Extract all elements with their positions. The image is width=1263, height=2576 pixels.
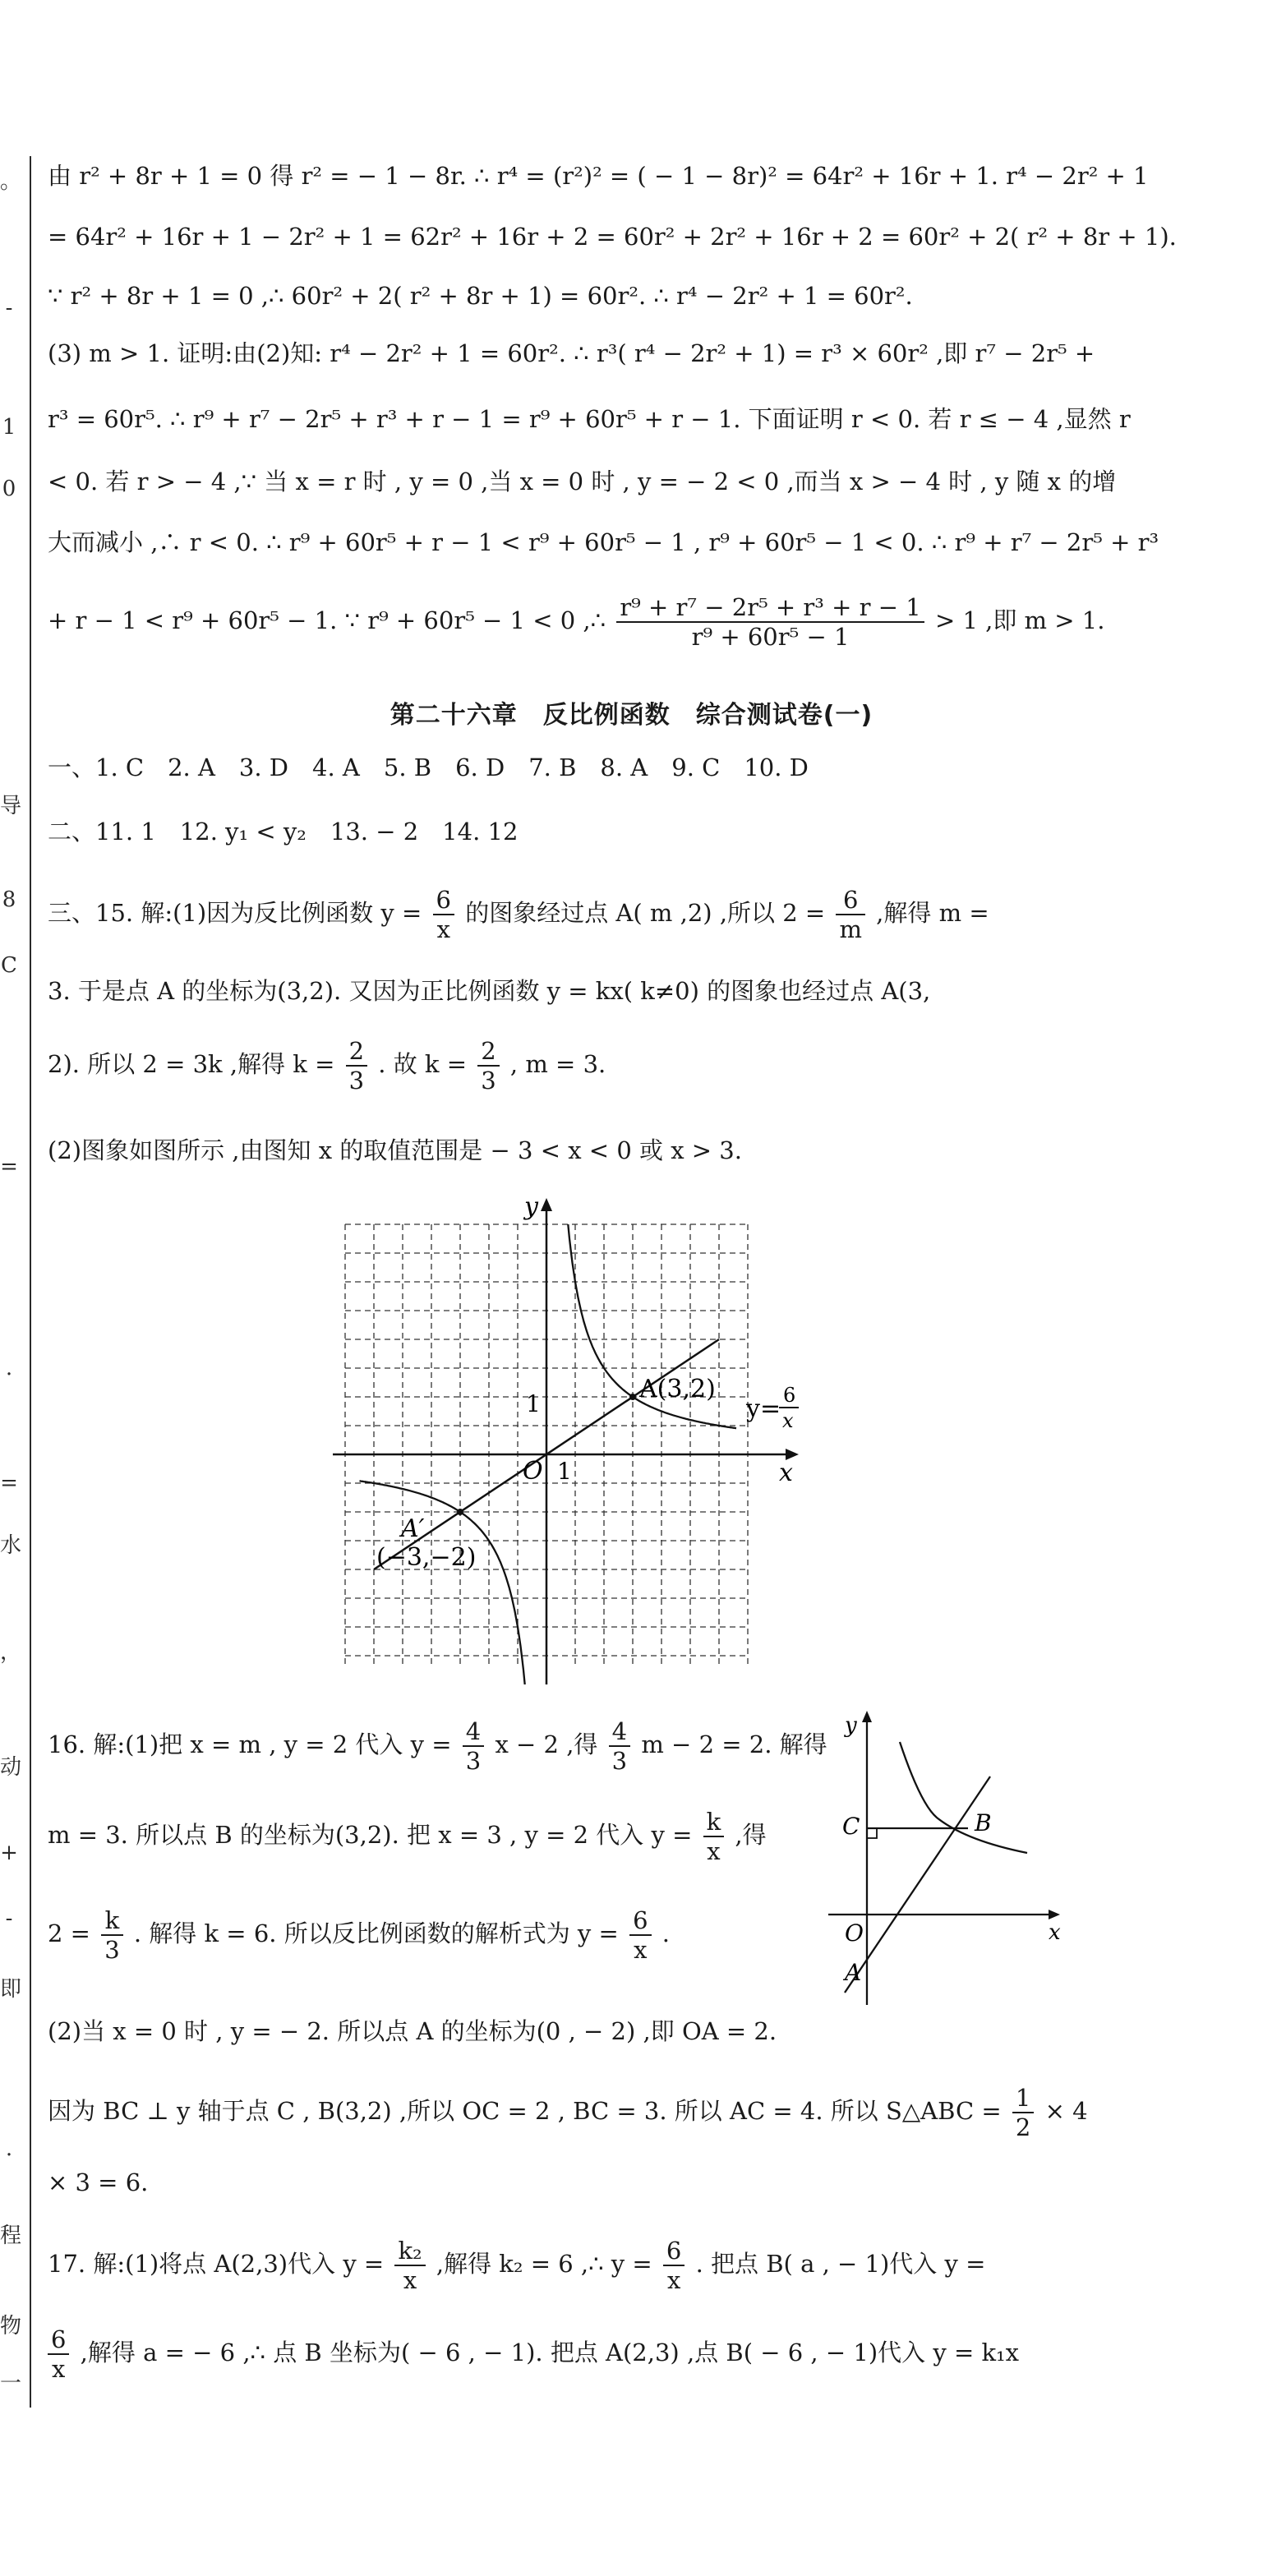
fraction-numerator: 6 [629, 1906, 651, 1936]
fraction-numerator: r⁹ + r⁷ − 2r⁵ + r³ + r − 1 [616, 593, 924, 623]
margin-char: - [5, 1906, 13, 1931]
fraction-denominator: 3 [348, 1067, 365, 1094]
y-axis-arrow [541, 1198, 552, 1211]
text-segment: . 把点 B( a , − 1)代入 y = [695, 2250, 986, 2278]
y-axis-label: y [845, 1713, 857, 1738]
graph-q16 [814, 1701, 1076, 2013]
fraction-denominator: x [52, 2355, 66, 2383]
y-axis-label: y [524, 1192, 538, 1221]
fraction [663, 2237, 685, 2294]
y-axis-arrow [862, 1711, 872, 1722]
text-line: 由 r² + 8r + 1 = 0 得 r² = − 1 − 8r. ∴ r⁴ = (r²)² = ( − 1 − 8r)² = 64r² + 16r + 1. r⁴ − 2r² + 1 [48, 162, 1149, 190]
text-segment: x − 2 ,得 [495, 1730, 598, 1758]
fraction-denominator: x [634, 1936, 648, 1964]
margin-char: 0 [2, 477, 16, 501]
text-segment: ,解得 m = [876, 899, 989, 927]
q15-line-1 [48, 886, 1231, 943]
curve-label-den: x [782, 1409, 794, 1432]
fraction [433, 886, 454, 943]
fraction [703, 1808, 725, 1865]
point-a-label: A(3,2) [639, 1375, 716, 1403]
margin-char: 导 [0, 794, 22, 818]
text-segment: ,解得 a = − 6 ,∴ 点 B 坐标为( − 6 , − 1). 把点 A(2,3) ,点 B( − 6 , − 1)代入 y = k₁x [80, 2339, 1020, 2366]
fraction [394, 2237, 425, 2294]
q16-line-6: × 3 = 6. [48, 2168, 149, 2196]
text-segment: . 解得 k = 6. 所以反比例函数的解析式为 y = [133, 1919, 619, 1947]
fraction-denominator: 3 [104, 1936, 120, 1964]
fraction [1012, 2084, 1034, 2141]
fraction [629, 1906, 651, 1964]
fraction-numerator: 4 [463, 1717, 484, 1747]
fraction-denominator: r⁹ + 60r⁵ − 1 [691, 623, 850, 651]
point-a-label: A [845, 1959, 862, 1986]
margin-char: = [0, 1471, 18, 1495]
text-segment: × 4 [1044, 2097, 1088, 2125]
margin-char: C [1, 953, 17, 978]
fraction-numerator: k [101, 1906, 122, 1936]
text-segment: 17. 解:(1)将点 A(2,3)代入 y = [48, 2250, 385, 2278]
origin-label: O [523, 1457, 543, 1486]
q17-line-1 [48, 2237, 1231, 2294]
point-a-prime [457, 1509, 463, 1515]
fraction-denominator: m [839, 915, 862, 943]
fraction-numerator: 6 [663, 2237, 685, 2266]
text-line: r³ = 60r⁵. ∴ r⁹ + r⁷ − 2r⁵ + r³ + r − 1 = r⁹ + 60r⁵ + r − 1. 下面证明 r < 0. 若 r ≤ − 4 ,显然 r [48, 405, 1131, 433]
margin-char: = [0, 1154, 18, 1179]
margin-char: 即 [0, 1977, 22, 2002]
q15-line-3 [48, 1037, 1231, 1094]
text-segment: > 1 ,即 m > 1. [934, 606, 1105, 634]
fraction-numerator: 4 [609, 1717, 630, 1747]
text-segment: 2). 所以 2 = 3k ,解得 k = [48, 1050, 335, 1078]
q16-line-3 [48, 1906, 837, 1964]
q15-line-4: (2)图象如图所示 ,由图知 x 的取值范围是 − 3 < x < 0 或 x > 3. [48, 1136, 742, 1164]
fraction-denominator: 2 [1015, 2113, 1031, 2141]
chapter-title: 第二十六章 反比例函数 综合测试卷(一) [390, 701, 873, 730]
fraction-denominator: 3 [611, 1747, 628, 1775]
fraction-numerator: 1 [1012, 2084, 1034, 2113]
tick-y-1: 1 [526, 1390, 541, 1417]
margin-char: 物 [0, 2314, 22, 2339]
margin-char: 动 [0, 1755, 22, 1780]
origin-label: O [845, 1919, 864, 1947]
fraction-numerator: 6 [48, 2325, 69, 2355]
fraction [616, 593, 924, 651]
curve-label-num: 6 [783, 1384, 796, 1407]
margin-char: . [5, 2136, 13, 2161]
margin-char: 一 [0, 2371, 22, 2396]
margin-char: 程 [0, 2223, 22, 2248]
text-segment: . 故 k = [378, 1050, 468, 1078]
margin-char: ， [0, 1640, 22, 1665]
fraction-denominator: x [436, 915, 450, 943]
margin-char: - [5, 296, 13, 320]
tick-x-1: 1 [557, 1458, 572, 1485]
text-segment: 因为 BC ⊥ y 轴于点 C , B(3,2) ,所以 OC = 2 , BC = 3. 所以 AC = 4. 所以 S△ABC = [48, 2097, 1002, 2125]
point-a-prime-coord: (−3,−2) [376, 1543, 477, 1572]
fraction [477, 1037, 499, 1094]
fraction-denominator: x [707, 1837, 721, 1865]
point-a-prime-label: A′ [401, 1514, 425, 1543]
q16-line-5 [48, 2084, 1231, 2141]
fraction [463, 1717, 484, 1775]
curve-label: y= [746, 1394, 781, 1423]
text-segment: 三、15. 解:(1)因为反比例函数 y = [48, 899, 422, 927]
fraction-denominator: x [666, 2266, 681, 2294]
text-segment: . [661, 1919, 670, 1947]
x-axis-arrow [1049, 1910, 1060, 1919]
margin-char: 。 [0, 169, 22, 194]
point-c-label: C [842, 1813, 860, 1840]
fraction [346, 1037, 367, 1094]
margin-char: . [5, 1356, 13, 1380]
margin-char: 8 [2, 887, 16, 912]
fraction [48, 2325, 69, 2383]
answers-fill: 二、11. 1 12. y₁ < y₂ 13. − 2 14. 12 [48, 818, 519, 846]
text-segment: , m = 3. [509, 1050, 606, 1078]
graph-q15 [329, 1191, 814, 1684]
text-segment: m = 3. 所以点 B 的坐标为(3,2). 把 x = 3 , y = 2 代入 y = [48, 1821, 693, 1849]
text-segment: 16. 解:(1)把 x = m , y = 2 代入 y = [48, 1730, 452, 1758]
x-axis-label: x [779, 1459, 793, 1487]
fraction-numerator: 2 [477, 1037, 499, 1067]
hyperbola-branch [900, 1742, 1027, 1853]
point-b-label: B [975, 1809, 992, 1836]
fraction [609, 1717, 630, 1775]
text-line-fraction [48, 593, 1231, 651]
text-line: ∵ r² + 8r + 1 = 0 ,∴ 60r² + 2( r² + 8r + 1) = 60r². ∴ r⁴ − 2r² + 1 = 60r². [48, 282, 913, 310]
fraction-numerator: 6 [433, 886, 454, 915]
q16-line-2 [48, 1808, 837, 1865]
text-line: = 64r² + 16r + 1 − 2r² + 1 = 62r² + 16r + 2 = 60r² + 2r² + 16r + 2 = 60r² + 2( r² + 8r + 1). [48, 223, 1177, 251]
fraction-numerator: 6 [836, 886, 865, 915]
fraction-denominator: 3 [481, 1067, 496, 1094]
answers-choice: 一、1. C 2. A 3. D 4. A 5. B 6. D 7. B 8. A 9. C 10. D [48, 753, 809, 781]
text-line: < 0. 若 r > − 4 ,∵ 当 x = r 时 , y = 0 ,当 x = 0 时 , y = − 2 < 0 ,而当 x > − 4 时 , y 随 x 的增 [48, 468, 1117, 495]
fraction [836, 886, 865, 943]
fraction-numerator: 2 [346, 1037, 367, 1067]
x-axis-label: x [1049, 1920, 1061, 1945]
fraction-denominator: 3 [465, 1747, 482, 1775]
margin-char: 水 [0, 1533, 22, 1558]
margin-char: 1 [2, 415, 16, 440]
text-segment: ,解得 k₂ = 6 ,∴ y = [436, 2250, 652, 2278]
text-segment: m − 2 = 2. 解得 [641, 1730, 827, 1758]
text-line: 大而减小 ,∴ r < 0. ∴ r⁹ + 60r⁵ + r − 1 < r⁹ + 60r⁵ − 1 , r⁹ + 60r⁵ − 1 < 0. ∴ r⁹ + r⁷ − 2r⁵ + r³ [48, 528, 1159, 556]
text-segment: ,得 [735, 1821, 767, 1849]
text-line: (3) m > 1. 证明:由(2)知: r⁴ − 2r² + 1 = 60r². ∴ r³( r⁴ − 2r² + 1) = r³ × 60r² ,即 r⁷ − 2r⁵ + [48, 339, 1095, 367]
q15-line-2: 3. 于是点 A 的坐标为(3,2). 又因为正比例函数 y = kx( k≠0) 的图象也经过点 A(3, [48, 977, 931, 1005]
text-segment: 的图象经过点 A( m ,2) ,所以 2 = [465, 899, 826, 927]
fraction-numerator: k [703, 1808, 725, 1837]
q17-line-2 [48, 2325, 1231, 2383]
point-a [629, 1394, 636, 1400]
q16-line-4: (2)当 x = 0 时 , y = − 2. 所以点 A 的坐标为(0 , − 2) ,即 OA = 2. [48, 2017, 777, 2045]
right-angle-mark [867, 1828, 877, 1838]
hyperbola-branch-3 [360, 1481, 525, 1684]
fraction [101, 1906, 122, 1964]
fraction-denominator: x [403, 2266, 417, 2294]
text-segment: 2 = [48, 1919, 90, 1947]
fraction-numerator: k₂ [394, 2237, 425, 2266]
margin-char: + [0, 1841, 18, 1865]
text-segment: + r − 1 < r⁹ + 60r⁵ − 1. ∵ r⁹ + 60r⁵ − 1 < 0 ,∴ [48, 606, 606, 634]
q16-line-1 [48, 1717, 837, 1775]
margin-rule [30, 156, 31, 2408]
